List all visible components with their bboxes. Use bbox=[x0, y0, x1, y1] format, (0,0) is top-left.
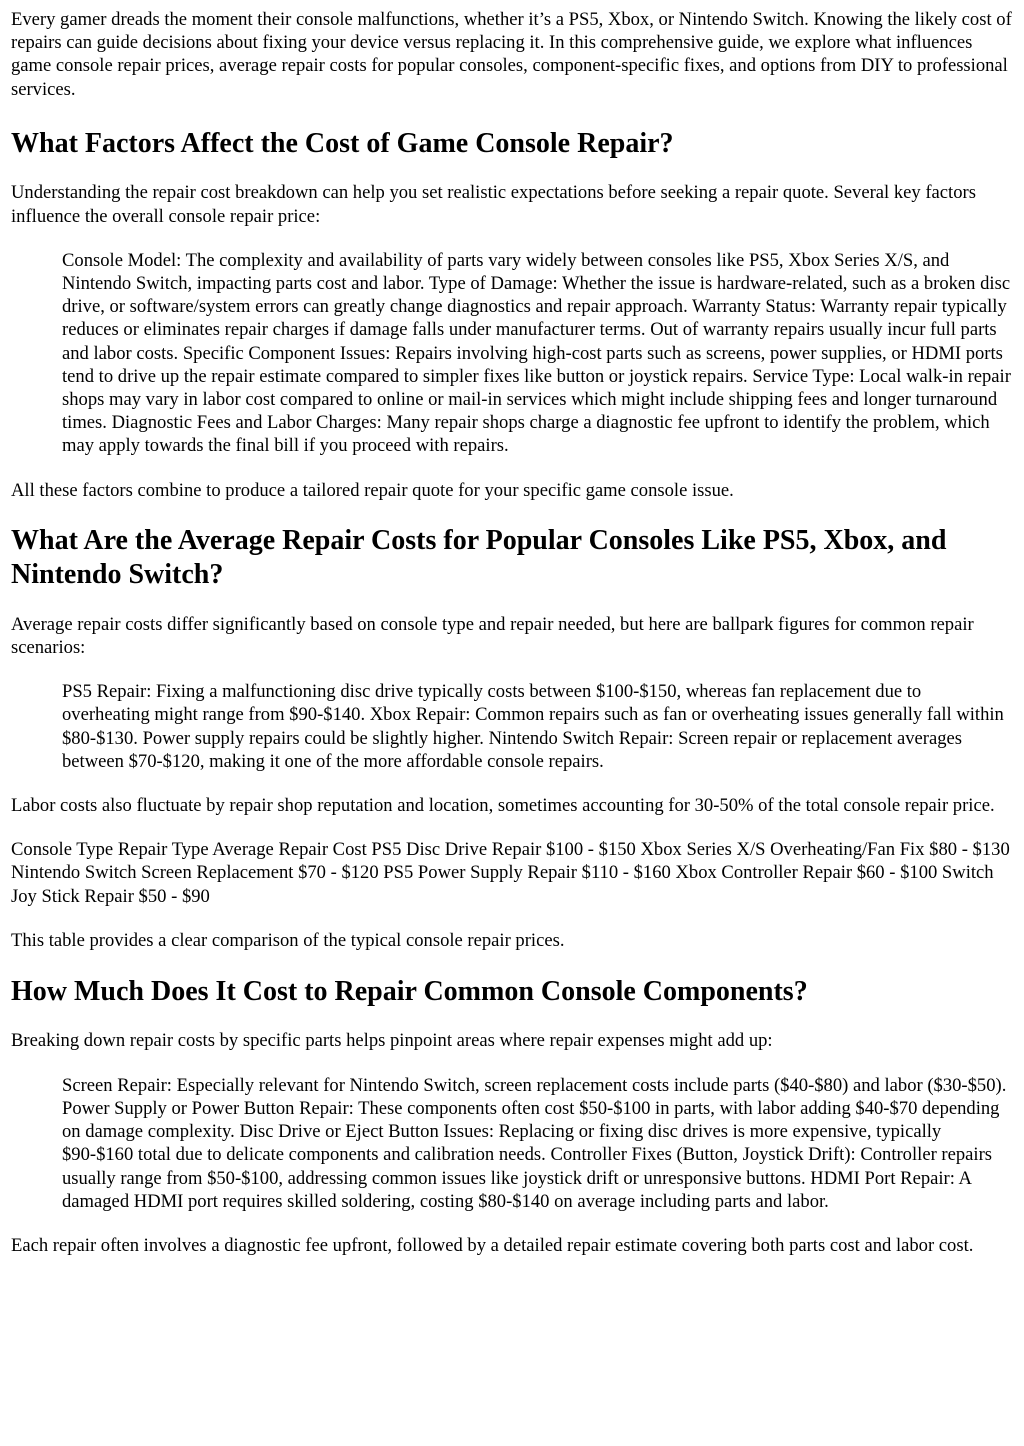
heading-cost-factors: What Factors Affect the Cost of Game Console Repair? bbox=[11, 127, 674, 159]
heading-average-costs: What Are the Average Repair Costs for Popular Consoles Like PS5, Xbox, and Nintendo Switch? bbox=[11, 524, 947, 591]
average-costs-lead: Average repair costs differ significantly based on console type and repair needed, but here are ballpark figures for common repair scenarios: bbox=[11, 613, 974, 658]
cost-factors-list: Console Model: The complexity and availability of parts vary widely between consoles like PS5, Xbox Series X/S, and Nintendo Switch, impacting parts cost and labor. Type of Damage: Whether the issue is hardware-related, such as a broken disc drive, or software/system errors can greatly change diagnostics and repair approach. Warranty Status: Warranty repair typically reduces or eliminates repair charges if damage falls under manufacturer terms. Out of warranty repairs usually incur full parts and labor costs. Specific Component Issues: Repairs involving high-cost parts such as screens, power supplies, or HDMI ports tend to drive up the repair estimate compared to simpler fixes like button or joystick repairs. Service Type: Local walk-in repair shops may vary in labor cost compared to online or mail-in services which might include shipping fees and longer turnaround times. Diagnostic Fees and Labor Charges: Many repair shops charge a diagnostic fee upfront to identify the problem, which may apply towards the final bill if you proceed with repairs. bbox=[62, 249, 1011, 457]
average-costs-quote bbox=[62, 680, 1013, 773]
heading-component-costs: How Much Does It Cost to Repair Common Console Components? bbox=[11, 975, 808, 1007]
labor-costs-paragraph: Labor costs also fluctuate by repair shop reputation and location, sometimes accounting for 30-50% of the total console repair price. bbox=[11, 794, 995, 816]
cost-factors-closing: All these factors combine to produce a tailored repair quote for your specific game console issue. bbox=[11, 479, 734, 501]
table-note: This table provides a clear comparison of the typical console repair prices. bbox=[11, 929, 565, 951]
intro-paragraph: Every gamer dreads the moment their console malfunctions, whether it’s a PS5, Xbox, or Nintendo Switch. Knowing the likely cost of repairs can guide decisions about fixing your device versus replacing it. In this comprehensive guide, we explore what influences game console repair prices, average repair costs for popular consoles, component-specific fixes, and options from DIY to professional services. bbox=[11, 9, 1012, 100]
average-costs-list: PS5 Repair: Fixing a malfunctioning disc drive typically costs between $100-$150, whereas fan replacement due to overheating might range from $90-$140. Xbox Repair: Common repairs such as fan or overheating issues generally fall within $80-$130. Power supply repairs could be slightly higher. Nintendo Switch Repair: Screen repair or replacement averages between $70-$120, making it one of the more affordable console repairs. bbox=[62, 681, 1004, 772]
repair-cost-table-text: Console Type Repair Type Average Repair Cost PS5 Disc Drive Repair $100 - $150 Xbox Series X/S Overheating/Fan Fix $80 - $130 Nintendo Switch Screen Replacement $70 - $120 PS5 Power Supply Repair $110 - $160 Xbox Controller Repair $60 - $100 Switch Joy Stick Repair $50 - $90 bbox=[11, 839, 1010, 907]
component-costs-list: Screen Repair: Especially relevant for Nintendo Switch, screen replacement costs include parts ($40-$80) and labor ($30-$50). Power Supply or Power Button Repair: These components often cost $50-$100 in parts, with labor adding $40-$70 depending on damage complexity. Disc Drive or Eject Button Issues: Replacing or fixing disc drives is more expensive, typically $90-$160 total due to delicate components and calibration needs. Controller Fixes (Button, Joystick Drift): Controller repairs usually range from $50-$100, addressing common issues like joystick drift or unresponsive buttons. HDMI Port Repair: A damaged HDMI port requires skilled soldering, costing $80-$140 on average including parts and labor. bbox=[62, 1074, 1007, 1212]
cost-factors-quote bbox=[62, 249, 1013, 458]
cost-factors-lead: Understanding the repair cost breakdown can help you set realistic expectations before seeking a repair quote. Several key factors influence the overall console repair price: bbox=[11, 182, 976, 227]
component-costs-lead: Breaking down repair costs by specific parts helps pinpoint areas where repair expenses might add up: bbox=[11, 1030, 773, 1052]
component-costs-quote bbox=[62, 1074, 1013, 1213]
component-costs-closing: Each repair often involves a diagnostic fee upfront, followed by a detailed repair estimate covering both parts cost and labor cost. bbox=[11, 1234, 974, 1256]
